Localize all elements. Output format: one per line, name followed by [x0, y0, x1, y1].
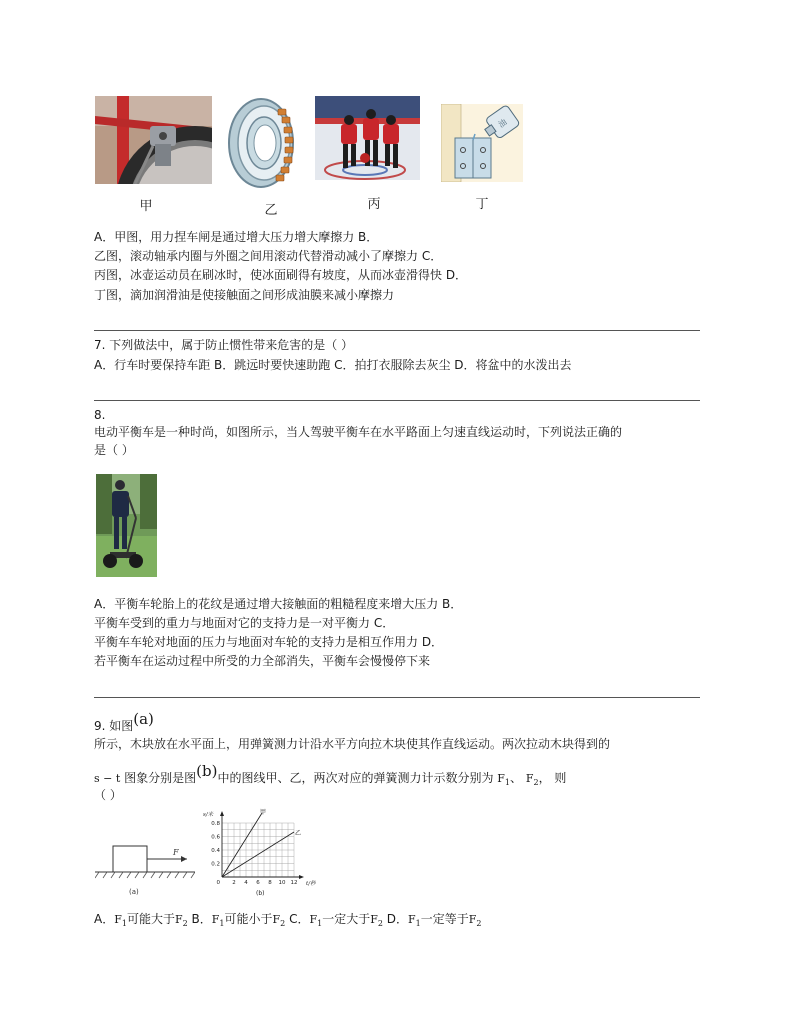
q9-text: 、 [510, 771, 523, 785]
y-axis-unit: s/米 [203, 812, 214, 818]
line-label-yi: 乙 [295, 830, 302, 837]
x-tick: 2 [232, 880, 236, 886]
q9-text: 中的图线甲、乙，两次对应的弹簧测力计示数分别为 [217, 771, 494, 785]
q9-fig-b-ref: (b) [196, 762, 218, 780]
figure-a-caption: (a) [129, 888, 139, 896]
x-axis-unit: t/秒 [306, 881, 316, 887]
y-tick: 0.2 [211, 861, 220, 868]
s-t-graph [200, 805, 320, 905]
q7-options: A．行车时要保持车距 B．跳远时要快速助跑 C．拍打衣服除去灰尘 D．将盆中的水泼出去 [94, 358, 572, 372]
bicycle-brake-photo [95, 96, 212, 184]
q9-number: 9. 如图 [94, 719, 134, 733]
q9-f1-symbol: $F_1$ [309, 913, 323, 928]
q9-f2-symbol: $F_2$ [370, 913, 383, 928]
balance-scooter-photo [96, 474, 157, 577]
q9-option-label: B． [191, 912, 212, 926]
figure-caption-yi: 乙 [264, 203, 278, 218]
q9-options [94, 910, 482, 933]
q9-text: 图象分别是图 [124, 771, 197, 785]
hinge-lubrication-illustration [441, 104, 523, 182]
q9-f1-symbol: $F_1$ [211, 913, 225, 928]
q6-option-line-1: A．甲图，用力捏车闸是通过增大压力增大摩擦力 B． [94, 230, 379, 244]
rolling-bearing-illustration [226, 97, 296, 189]
figure-caption-bing: 丙 [367, 197, 381, 212]
q7-stem: 7. 下列做法中，属于防止惯性带来危害的是（ ） [94, 338, 354, 352]
q8-number: 8. [94, 408, 106, 422]
line-label-jia: 甲 [260, 809, 267, 816]
q8-option-line-1: A．平衡车轮胎上的花纹是通过增大接触面的粗糙程度来增大压力 B． [94, 597, 463, 611]
q9-answer-paren: （ ） [94, 788, 122, 802]
q9-option-text: 一定等于 [420, 912, 469, 926]
q8-option-line-3: 平衡车车轮对地面的压力与地面对车轮的支持力是相互作用力 D． [94, 635, 444, 649]
x-tick: 10 [278, 880, 286, 886]
q9-f2-symbol: $F_2$ [272, 913, 286, 928]
section-divider [94, 330, 700, 331]
y-tick: 0.8 [211, 821, 220, 827]
y-tick: 0.4 [211, 848, 220, 854]
figure-caption-jia: 甲 [139, 199, 153, 214]
q9-option-text: 一定大于 [322, 912, 371, 926]
section-divider [94, 697, 700, 698]
q9-stem-line-1 [94, 710, 154, 735]
figure-caption-ding: 丁 [475, 197, 489, 212]
q6-option-line-3: 丙图，冰壶运动员在刷冰时，使冰面刷得有坡度，从而冰壶滑得快 D． [94, 268, 468, 282]
q9-st-symbol: s − t [94, 772, 121, 785]
q9-f1-symbol: $F_1$ [497, 772, 511, 787]
q8-stem-line-1: 电动平衡车是一种时尚，如图所示，当人驾驶平衡车在水平路面上匀速直线运动时，下列说法正确的 [94, 425, 623, 439]
q8-option-line-2: 平衡车受到的重力与地面对它的支持力是一对平衡力 C． [94, 616, 395, 630]
q9-f2-symbol: $F_2$ [468, 913, 482, 928]
y-tick: 0.6 [211, 834, 220, 841]
block-on-surface-diagram [95, 838, 195, 898]
y-tick: 0 [216, 880, 220, 886]
q9-stem-line-3 [94, 762, 566, 792]
section-divider [94, 400, 700, 401]
q9-f1-symbol: $F_1$ [114, 913, 127, 928]
figure-b-caption: (b) [256, 890, 265, 897]
x-tick: 6 [256, 880, 260, 886]
q9-f1-symbol: $F_1$ [408, 913, 421, 928]
q9-text: ， 则 [538, 771, 567, 785]
q8-stem-line-2: 是（ ） [94, 443, 134, 457]
q6-option-line-4: 丁图，滴加润滑油是使接触面之间形成油膜来减小摩擦力 [94, 288, 395, 302]
q6-option-line-2: 乙图，滚动轴承内圈与外圈之间用滚动代替滑动减小了摩擦力 C． [94, 249, 443, 263]
q9-f2-symbol: $F_2$ [525, 772, 539, 787]
x-tick: 8 [268, 880, 272, 886]
q9-f2-symbol: $F_2$ [174, 913, 188, 928]
q9-option-label: C． [289, 912, 310, 926]
curling-photo [315, 96, 420, 180]
q9-option-text: 可能小于 [224, 912, 273, 926]
q9-stem-line-2: 所示，木块放在水平面上，用弹簧测力计沿水平方向拉木块使其作直线运动。两次拉动木块得到的 [94, 737, 611, 751]
q9-option-text: 可能大于 [126, 912, 175, 926]
q8-option-line-4: 若平衡车在运动过程中所受的力全部消失，平衡车会慢慢停下来 [94, 654, 431, 668]
force-label: F [173, 848, 179, 857]
svg-text:油: 油 [496, 117, 509, 130]
q9-option-label: A． [94, 912, 115, 926]
x-tick: 12 [290, 880, 298, 886]
q9-option-label: D． [386, 912, 409, 926]
q9-fig-a-ref: (a) [133, 710, 154, 728]
x-tick: 4 [244, 880, 248, 886]
